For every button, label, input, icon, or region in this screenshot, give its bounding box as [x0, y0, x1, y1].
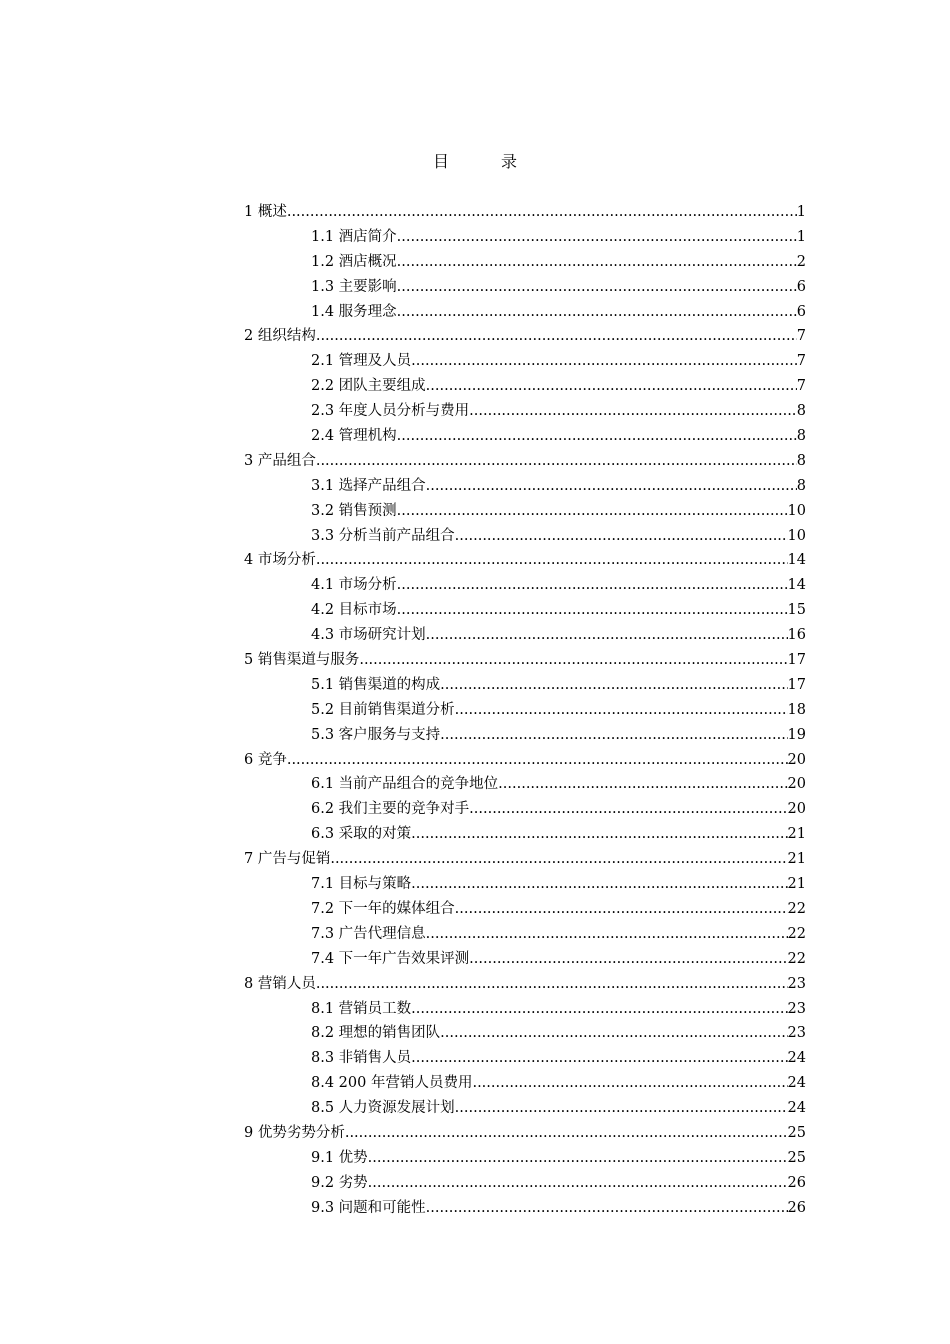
- page-title: 目录: [432, 152, 569, 171]
- toc-entry-page-number: 20: [787, 776, 806, 793]
- toc-entry-page-number: 14: [787, 552, 806, 569]
- toc-entry-label: 7.1 目标与策略: [311, 876, 412, 893]
- toc-section-entry[interactable]: [244, 723, 806, 748]
- toc-dot-leader: [397, 598, 788, 623]
- toc-entry-label: 3.3 分析当前产品组合: [311, 527, 455, 544]
- toc-entry-page-number: 16: [787, 627, 806, 644]
- toc-entry-label: 6.3 采取的对策: [311, 826, 412, 843]
- toc-entry-label: 1.2 酒店概况: [311, 253, 397, 270]
- toc-entry-page-number: 26: [787, 1199, 806, 1216]
- toc-entry-page-number: 19: [787, 726, 806, 743]
- toc-entry-page-number: 25: [787, 1149, 806, 1166]
- toc-dot-leader: [426, 374, 797, 399]
- toc-chapter-entry[interactable]: [244, 324, 806, 349]
- toc-entry-page-number: 8: [796, 477, 806, 494]
- toc-entry-label: 1 概述: [244, 204, 287, 220]
- toc-dot-leader: [411, 997, 787, 1022]
- toc-entry-page-number: 23: [787, 975, 806, 992]
- toc-dot-leader: [455, 897, 788, 922]
- toc-entry-label: 4.2 目标市场: [311, 602, 397, 619]
- toc-entry-label: 2.3 年度人员分析与费用: [311, 403, 470, 420]
- toc-chapter-entry[interactable]: [244, 748, 806, 773]
- toc-section-entry[interactable]: [244, 822, 806, 847]
- toc-entry-label: 9.3 问题和可能性: [311, 1199, 426, 1216]
- toc-dot-leader: [411, 1046, 787, 1071]
- toc-entry-label: 9 优势劣势分析: [244, 1124, 345, 1141]
- toc-dot-leader: [455, 524, 788, 549]
- toc-section-entry[interactable]: [244, 947, 806, 972]
- toc-section-entry[interactable]: [244, 1196, 806, 1221]
- toc-entry-label: 9.1 优势: [311, 1149, 368, 1166]
- toc-section-entry[interactable]: [244, 225, 806, 250]
- toc-chapter-entry[interactable]: [244, 200, 806, 225]
- toc-dot-leader: [469, 797, 787, 822]
- toc-entry-label: 7 广告与促销: [244, 851, 331, 868]
- toc-dot-leader: [426, 623, 788, 648]
- toc-dot-leader: [455, 1096, 788, 1121]
- toc-chapter-entry[interactable]: [244, 1121, 806, 1146]
- toc-section-entry[interactable]: [244, 1096, 806, 1121]
- toc-section-entry[interactable]: [244, 573, 806, 598]
- toc-entry-page-number: 24: [787, 1100, 806, 1117]
- toc-entry-page-number: 22: [787, 925, 806, 942]
- toc-dot-leader: [397, 300, 797, 325]
- toc-dot-leader: [426, 474, 797, 499]
- toc-entry-page-number: 15: [787, 602, 806, 619]
- toc-section-entry[interactable]: [244, 1071, 806, 1096]
- toc-section-entry[interactable]: [244, 598, 806, 623]
- toc-entry-page-number: 20: [787, 801, 806, 818]
- toc-section-entry[interactable]: [244, 524, 806, 549]
- toc-entry-label: 5.1 销售渠道的构成: [311, 676, 441, 693]
- toc-entry-label: 7.4 下一年广告效果评测: [311, 950, 470, 967]
- toc-section-entry[interactable]: [244, 1171, 806, 1196]
- toc-entry-label: 4.1 市场分析: [311, 577, 397, 594]
- toc-entry-page-number: 21: [787, 876, 806, 893]
- toc-entry-label: 6.2 我们主要的竞争对手: [311, 801, 470, 818]
- toc-section-entry[interactable]: [244, 499, 806, 524]
- toc-entry-label: 6.1 当前产品组合的竞争地位: [311, 776, 499, 793]
- toc-dot-leader: [469, 947, 787, 972]
- toc-entry-label: 3.2 销售预测: [311, 502, 397, 519]
- toc-section-entry[interactable]: [244, 797, 806, 822]
- toc-chapter-entry[interactable]: [244, 548, 806, 573]
- toc-dot-leader: [368, 1146, 788, 1171]
- toc-entry-label: 2.4 管理机构: [311, 428, 397, 445]
- toc-dot-leader: [469, 399, 797, 424]
- table-of-contents: [244, 200, 806, 1221]
- toc-entry-page-number: 22: [787, 950, 806, 967]
- toc-entry-label: 3.1 选择产品组合: [311, 477, 426, 494]
- toc-entry-page-number: 20: [787, 751, 806, 768]
- toc-dot-leader: [397, 275, 797, 300]
- toc-section-entry[interactable]: [244, 250, 806, 275]
- toc-dot-leader: [440, 1021, 787, 1046]
- toc-dot-leader: [472, 1071, 787, 1096]
- toc-dot-leader: [316, 449, 797, 474]
- toc-section-entry[interactable]: [244, 673, 806, 698]
- toc-entry-page-number: 8: [796, 428, 806, 445]
- toc-chapter-entry[interactable]: [244, 972, 806, 997]
- toc-entry-label: 7.3 广告代理信息: [311, 925, 426, 942]
- toc-entry-page-number: 7: [796, 328, 806, 345]
- toc-dot-leader: [498, 772, 787, 797]
- toc-section-entry[interactable]: [244, 374, 806, 399]
- toc-entry-label: 8 营销人员: [244, 975, 316, 992]
- toc-entry-label: 2.1 管理及人员: [311, 353, 412, 370]
- toc-entry-page-number: 26: [787, 1174, 806, 1191]
- toc-dot-leader: [359, 648, 787, 673]
- toc-entry-label: 3 产品组合: [244, 452, 316, 469]
- toc-entry-page-number: 14: [787, 577, 806, 594]
- toc-entry-label: 8.2 理想的销售团队: [311, 1025, 441, 1042]
- toc-entry-label: 8.1 营销员工数: [311, 1000, 412, 1017]
- toc-dot-leader: [440, 673, 787, 698]
- toc-dot-leader: [368, 1171, 788, 1196]
- toc-entry-page-number: 7: [796, 353, 806, 370]
- toc-entry-page-number: 24: [787, 1075, 806, 1092]
- toc-entry-page-number: 21: [787, 826, 806, 843]
- toc-entry-label: 8.4 200 年营销人员费用: [311, 1075, 473, 1092]
- toc-entry-label: 9.2 劣势: [311, 1174, 368, 1191]
- toc-dot-leader: [440, 723, 787, 748]
- toc-entry-page-number: 6: [796, 278, 806, 295]
- toc-section-entry[interactable]: [244, 275, 806, 300]
- toc-dot-leader: [411, 872, 787, 897]
- toc-dot-leader: [316, 548, 788, 573]
- toc-entry-page-number: 2: [796, 253, 806, 270]
- toc-entry-page-number: 1: [796, 228, 806, 245]
- toc-dot-leader: [397, 225, 797, 250]
- toc-entry-page-number: 25: [787, 1124, 806, 1141]
- toc-chapter-entry[interactable]: [244, 449, 806, 474]
- toc-entry-page-number: 21: [787, 851, 806, 868]
- toc-entry-label: 5 销售渠道与服务: [244, 652, 360, 669]
- toc-dot-leader: [426, 922, 788, 947]
- toc-section-entry[interactable]: [244, 897, 806, 922]
- toc-section-entry[interactable]: [244, 623, 806, 648]
- toc-dot-leader: [316, 972, 788, 997]
- toc-entry-page-number: 7: [796, 378, 806, 395]
- toc-entry-label: 4 市场分析: [244, 552, 316, 569]
- toc-entry-page-number: 18: [787, 701, 806, 718]
- toc-dot-leader: [287, 748, 788, 773]
- toc-section-entry[interactable]: [244, 1021, 806, 1046]
- toc-section-entry[interactable]: [244, 997, 806, 1022]
- toc-section-entry[interactable]: [244, 300, 806, 325]
- toc-dot-leader: [287, 200, 797, 225]
- toc-section-entry[interactable]: [244, 698, 806, 723]
- toc-chapter-entry[interactable]: [244, 847, 806, 872]
- toc-entry-page-number: 10: [787, 527, 806, 544]
- toc-entry-page-number: 24: [787, 1050, 806, 1067]
- toc-entry-label: 7.2 下一年的媒体组合: [311, 900, 455, 917]
- toc-entry-label: 2 组织结构: [244, 328, 316, 345]
- toc-section-entry[interactable]: [244, 872, 806, 897]
- toc-dot-leader: [330, 847, 787, 872]
- toc-chapter-entry[interactable]: [244, 648, 806, 673]
- toc-section-entry[interactable]: [244, 1146, 806, 1171]
- toc-entry-label: 1.3 主要影响: [311, 278, 397, 295]
- toc-entry-label: 5.3 客户服务与支持: [311, 726, 441, 743]
- toc-entry-page-number: 22: [787, 900, 806, 917]
- toc-entry-page-number: 17: [787, 652, 806, 669]
- toc-entry-page-number: 6: [796, 303, 806, 320]
- toc-entry-label: 4.3 市场研究计划: [311, 627, 426, 644]
- toc-entry-label: 6 竞争: [244, 751, 287, 768]
- toc-dot-leader: [397, 424, 797, 449]
- toc-entry-label: 2.2 团队主要组成: [311, 378, 426, 395]
- toc-entry-page-number: 8: [796, 452, 806, 469]
- toc-dot-leader: [397, 573, 788, 598]
- toc-dot-leader: [426, 1196, 788, 1221]
- toc-section-entry[interactable]: [244, 1046, 806, 1071]
- toc-section-entry[interactable]: [244, 399, 806, 424]
- toc-entry-page-number: 1: [796, 204, 806, 220]
- toc-section-entry[interactable]: [244, 349, 806, 374]
- toc-dot-leader: [345, 1121, 788, 1146]
- toc-entry-page-number: 23: [787, 1000, 806, 1017]
- toc-dot-leader: [455, 698, 788, 723]
- toc-dot-leader: [316, 324, 797, 349]
- toc-entry-label: 8.3 非销售人员: [311, 1050, 412, 1067]
- toc-section-entry[interactable]: [244, 922, 806, 947]
- toc-entry-label: 1.4 服务理念: [311, 303, 397, 320]
- toc-entry-label: 1.1 酒店简介: [311, 228, 397, 245]
- toc-entry-label: 8.5 人力资源发展计划: [311, 1100, 455, 1117]
- toc-dot-leader: [397, 499, 788, 524]
- toc-entry-page-number: 8: [796, 403, 806, 420]
- toc-entry-label: 5.2 目前销售渠道分析: [311, 701, 455, 718]
- toc-entry-page-number: 23: [787, 1025, 806, 1042]
- toc-dot-leader: [397, 250, 797, 275]
- toc-entry-page-number: 17: [787, 676, 806, 693]
- toc-section-entry[interactable]: [244, 474, 806, 499]
- toc-dot-leader: [411, 822, 787, 847]
- toc-section-entry[interactable]: [244, 772, 806, 797]
- toc-entry-page-number: 10: [787, 502, 806, 519]
- toc-dot-leader: [411, 349, 797, 374]
- toc-section-entry[interactable]: [244, 424, 806, 449]
